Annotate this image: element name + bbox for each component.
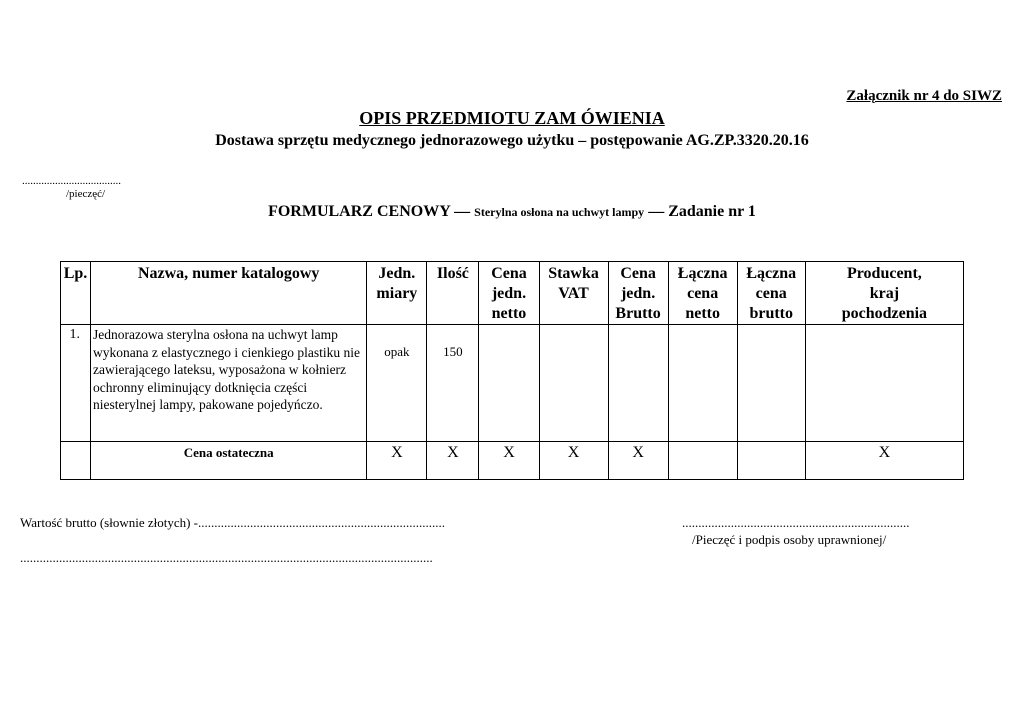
total-x-producer: X [805,442,963,480]
form-title-task: Zadanie nr 1 [668,203,756,220]
header-name: Nazwa, numer katalogowy [91,262,367,325]
document-title: OPIS PRZEDMIOTU ZAM ÓWIENIA [359,108,665,128]
continuation-dotted-line: ............................................................................................................................... [20,550,433,565]
total-gross-value[interactable] [737,442,805,480]
header-total-gross: Łączna cena brutto [737,262,805,325]
row-vat-rate[interactable] [539,325,608,442]
row-lp: 1. [61,325,91,442]
header-unit: Jedn. miary [367,262,427,325]
signature-dotted-line: ...................................................................... [682,515,910,530]
total-x-unit: X [367,442,427,480]
total-lp [61,442,91,480]
row-total-gross[interactable] [737,325,805,442]
header-lp: Lp. [61,262,91,325]
row-total-net[interactable] [668,325,737,442]
row-producer[interactable] [805,325,963,442]
total-x-unit-gross: X [608,442,668,480]
total-label: Cena ostateczna [91,442,367,480]
table-row [61,325,964,442]
form-title [0,203,1024,221]
header-producer: Producent, kraj pochodzenia [805,262,963,325]
form-title-item: Sterylna osłona na uchwyt lampy [474,205,645,219]
row-unit: opak [367,325,427,442]
document-subtitle: Dostawa sprzętu medycznego jednorazowego użytku – postępowanie AG.ZP.3320.20.16 [215,132,809,149]
header-unit-net-price: Cena jedn. netto [479,262,539,325]
signature-label: /Pieczęć i podpis osoby uprawnionej/ [692,532,887,547]
header-total-net: Łączna cena netto [668,262,737,325]
row-quantity: 150 [427,325,479,442]
gross-value-in-words: Wartość brutto (słownie złotych) -............................................................................ [20,515,446,530]
header-unit-gross-price: Cena jedn. Brutto [608,262,668,325]
row-unit-net-price[interactable] [479,325,539,442]
form-title-dash: — [648,203,665,220]
total-x-vat: X [539,442,608,480]
stamp-dotted-line: .................................... [22,175,121,187]
stamp-label: /pieczęć/ [66,188,106,200]
total-net-value[interactable] [668,442,737,480]
price-table [60,261,964,480]
form-title-prefix: FORMULARZ CENOWY — [268,203,471,220]
header-vat-rate: Stawka VAT [539,262,608,325]
row-name: Jednorazowa sterylna osłona na uchwyt lamp wykonana z elastycznego i cienkiego plastiku nie zawierającego lateksu, wyposażona w kołnierz ochronny eliminujący dotknięcia części niesterylnej lampy, pakowane pojedyńczo. [91,325,367,442]
header-quantity: Ilość [427,262,479,325]
total-x-quantity: X [427,442,479,480]
row-unit-gross-price[interactable] [608,325,668,442]
total-row [61,442,964,480]
table-header-row [61,262,964,325]
annex-label: Załącznik nr 4 do SIWZ [846,88,1002,104]
total-x-unit-net: X [479,442,539,480]
